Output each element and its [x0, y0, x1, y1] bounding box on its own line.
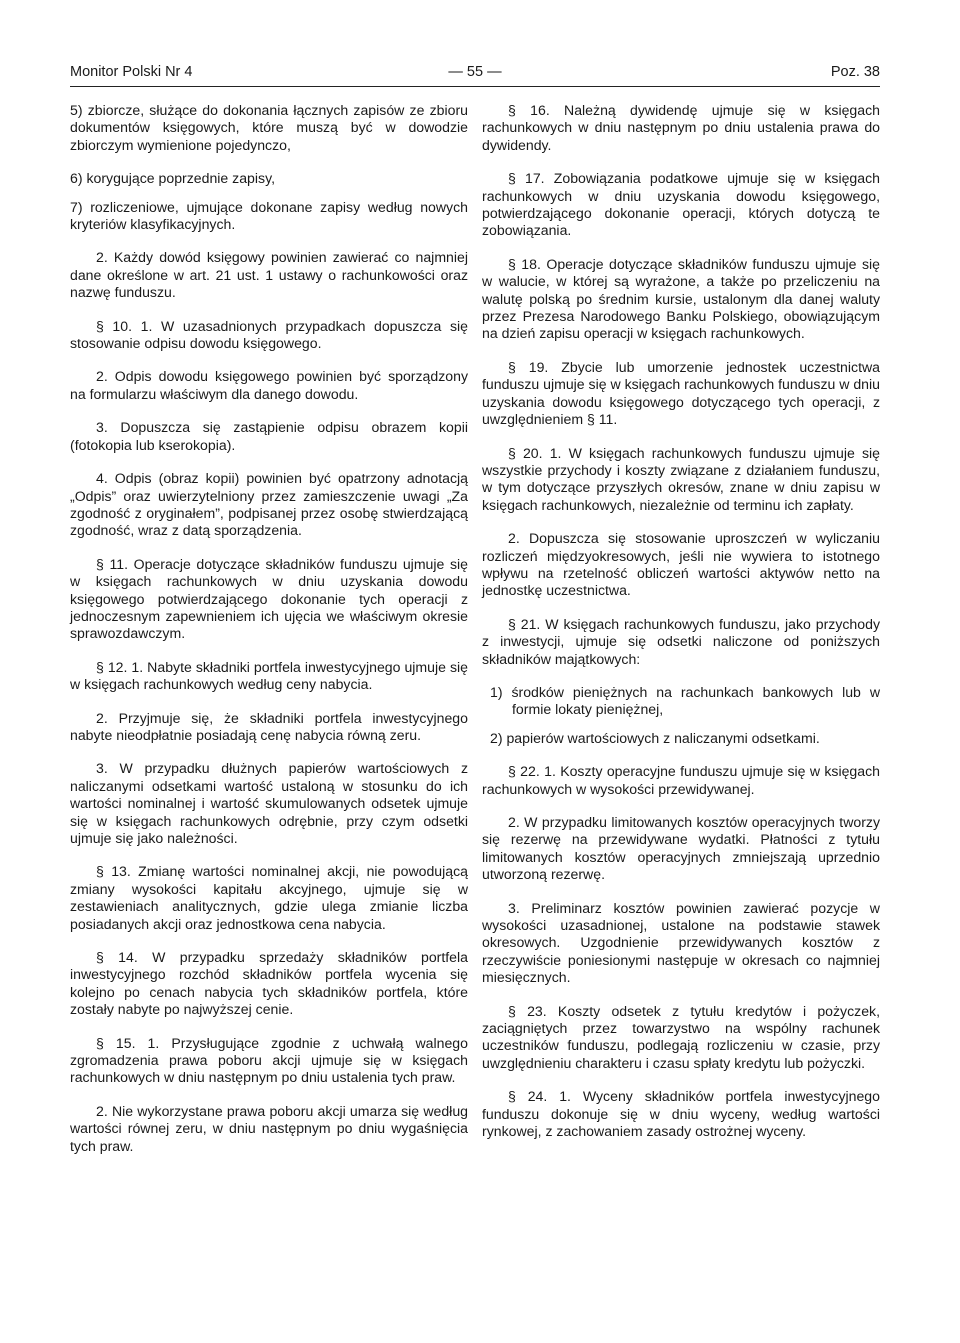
- paragraph: § 19. Zbycie lub umorzenie jednostek uczestnictwa funduszu ujmuje się w księgach rachunkowych funduszu w dniu uzyskania dowodu księgowego dotyczącego tych operacji, z uwzględnieniem § 11.: [482, 358, 880, 428]
- paragraph: § 17. Zobowiązania podatkowe ujmuje się w księgach rachunkowych w dniu uzyskania dowodu księgowego, potwierdzającego dokonanie operacji, których dotyczą te zobowiązania.: [482, 170, 880, 239]
- paragraph: § 18. Operacje dotyczące składników funduszu ujmuje się w walucie, w której są wyrażone, a także po przeliczeniu na walutę polską po średnim kursie, ustalonym dla danej waluty przez Prezesa Narodowego Banku Polskiego, obowiązującym na dzień zapisu operacji w księgach rachunkowych.: [482, 255, 880, 342]
- paragraph: § 23. Koszty odsetek z tytułu kredytów i pożyczek, zaciągniętych przez towarzystwo na wspólny rachunek uczestników funduszu, podlegają rozliczeniu w czasie, przy uwzględnieniu charakteru i czasu spłaty kredytu lub pożyczki.: [482, 1002, 880, 1071]
- publication-title: Monitor Polski Nr 4: [70, 64, 193, 80]
- paragraph: 5) zbiorcze, służące do dokonania łącznych zapisów ze zbioru dokumentów księgowych, które muszą być w dowodzie zbiorczym wymienione pojedynczo,: [70, 102, 468, 153]
- paragraph: § 20. 1. W księgach rachunkowych funduszu ujmuje się wszystkie przychody i koszty związane z działaniem funduszu, w tym dotyczące przyszłych okresów, znane w dniu zapisu w księgach rachunkowych, niezależnie od terminu ich zapłaty.: [482, 444, 880, 513]
- paragraph: § 24. 1. Wyceny składników portfela inwestycyjnego funduszu dokonuje się w dniu wyceny, według wartości rynkowej, z zachowaniem zasady ostrożnej wyceny.: [482, 1088, 880, 1140]
- paragraph: § 10. 1. W uzasadnionych przypadkach dopuszcza się stosowanie odpisu dowodu księgowego.: [70, 317, 468, 352]
- paragraph: 3. Preliminarz kosztów powinien zawierać pozycje w wysokości uzasadnionej, ustalone na podstawie stawek okresowych. Uzgodnienie przewidywanych kosztów z rzeczywiście poniesionymi następuje w okresach co najmniej miesięcznych.: [482, 899, 880, 986]
- paragraph: 6) korygujące poprzednie zapisy,: [70, 170, 275, 187]
- paragraph: 2. Dopuszcza się stosowanie uproszczeń w wyliczaniu rozliczeń międzyokresowych, jeśli nie wywiera to istotnego wpływu na rzetelność obliczeń wartości aktywów netto na jednostkę uczestnictwa.: [482, 530, 880, 599]
- paragraph: § 14. W przypadku sprzedaży składników portfela inwestycyjnego rozchód składników portfela wycenia się kolejno po cenach nabycia tych składników portfela, które zostały nabyte po najwyższej cenie.: [70, 949, 468, 1018]
- paragraph: 4. Odpis (obraz kopii) powinien być opatrzony adnotacją „Odpis” oraz uwierzytelniony przez zamieszczenie uwagi „Za zgodność z oryginałem”, podpisanej przez osobę stwierdzającą zgodność, wraz z datą sporządzenia.: [70, 470, 468, 539]
- left-column: [70, 102, 468, 1171]
- paragraph: § 16. Należną dywidendę ujmuje się w księgach rachunkowych w dniu następnym po dniu ustalenia prawa do dywidendy.: [482, 102, 880, 153]
- paragraph: 2. Nie wykorzystane prawa poboru akcji umarza się według wartości równej zeru, w dniu następnym po dniu wygaśnięcia tych praw.: [70, 1102, 468, 1154]
- paragraph: 2. Przyjmuje się, że składniki portfela inwestycyjnego nabyte nieodpłatnie posiadają cenę nabycia równą zeru.: [70, 709, 468, 743]
- page-header: [70, 60, 880, 84]
- list-item: 1) środków pieniężnych na rachunkach bankowych lub w formie lokaty pieniężnej,: [490, 683, 880, 718]
- paragraph: 2. Każdy dowód księgowy powinien zawierać co najmniej dane określone w art. 21 ust. 1 ustawy o rachunkowości oraz nazwę funduszu.: [70, 249, 468, 301]
- page-number: — 55 —: [448, 64, 502, 80]
- paragraph: § 11. Operacje dotyczące składników funduszu ujmuje się w księgach rachunkowych w dniu uzyskania dowodu księgowego potwierdzającego dokonanie tych operacji z jednoczesnym zapewnieniem ich ujęcia we właściwym okresie sprawozdawczym.: [70, 555, 468, 642]
- paragraph: 2. Odpis dowodu księgowego powinien być sporządzony na formularzu właściwym dla danego dowodu.: [70, 368, 468, 402]
- paragraph: § 15. 1. Przysługujące zgodnie z uchwałą walnego zgromadzenia prawa poboru akcji ujmuje się w księgach rachunkowych w dniu następnym po dniu ustalenia tych praw.: [70, 1034, 468, 1086]
- paragraph: § 21. W księgach rachunkowych funduszu, jako przychody z inwestycji, ujmuje się odsetki naliczone od poniższych składników majątkowych:: [482, 615, 880, 667]
- paragraph: 2. W przypadku limitowanych kosztów operacyjnych tworzy się rezerwę na przewidywane wydatki. Płatności z tytułu limitowanych kosztów operacyjnych zmniejszają uprzednio utworzoną rezerwę.: [482, 814, 880, 883]
- paragraph: § 13. Zmianę wartości nominalnej akcji, nie powodującą zmiany wysokości kapitału akcyjnego, ujmuje się w zestawieniach analitycznych, gdzie ulega zmianie liczba posiadanych akcji oraz jednostkowa cena nabycia.: [70, 863, 468, 932]
- list-item: 2) papierów wartościowych z naliczanymi odsetkami.: [490, 729, 820, 746]
- paragraph: 7) rozliczeniowe, ujmujące dokonane zapisy według nowych kryteriów klasyfikacyjnych.: [70, 198, 468, 233]
- paragraph: 3. W przypadku dłużnych papierów wartościowych z naliczanymi odsetkami wartość ustaloną w stosunku do ich wartości nominalnej i wartość skumulowanych odsetek ujmuje się w księgach rachunkowych odrębnie, przy czym odsetki ujmuje się jako należności.: [70, 760, 468, 846]
- paragraph: 3. Dopuszcza się zastąpienie odpisu obrazem kopii (fotokopia lub kserokopia).: [70, 419, 468, 453]
- paragraph: § 12. 1. Nabyte składniki portfela inwestycyjnego ujmuje się w księgach rachunkowych według ceny nabycia.: [70, 658, 468, 693]
- right-column: [482, 102, 880, 1157]
- header-rule: [70, 86, 880, 87]
- paragraph: § 22. 1. Koszty operacyjne funduszu ujmuje się w księgach rachunkowych w wysokości przewidywanej.: [482, 763, 880, 797]
- position-number: Poz. 38: [830, 64, 880, 80]
